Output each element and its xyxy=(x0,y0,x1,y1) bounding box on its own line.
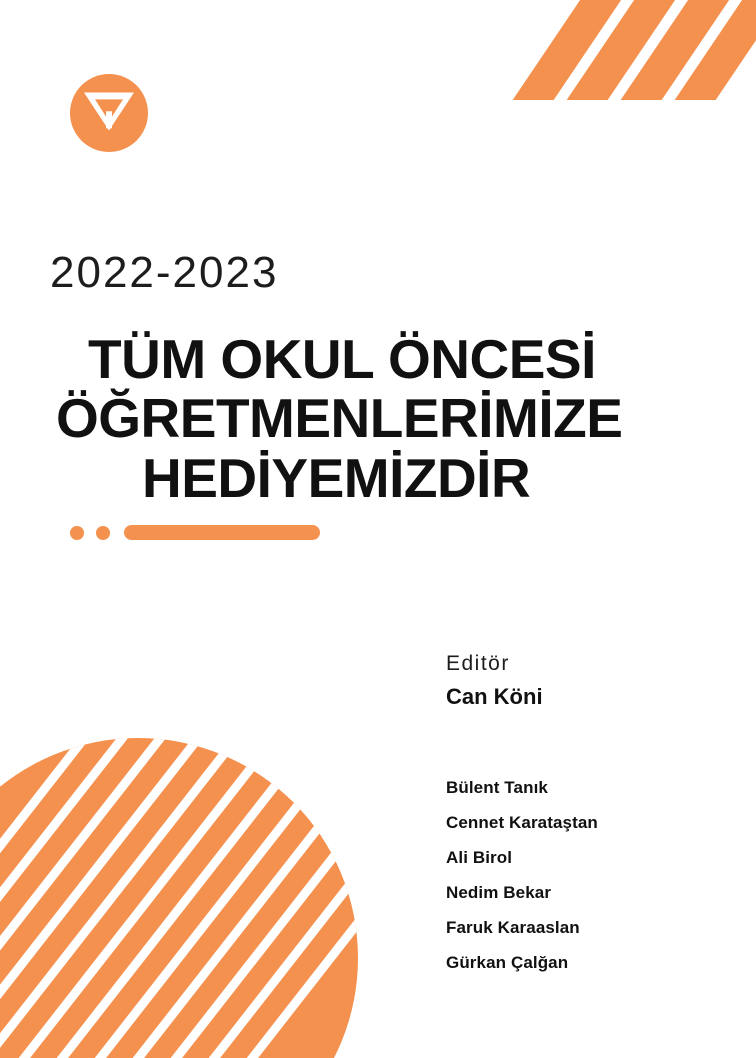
logo-stem xyxy=(106,111,112,128)
list-item: Gürkan Çalğan xyxy=(446,953,569,972)
editor-label: Editör xyxy=(446,652,510,675)
list-item: Bülent Tanık xyxy=(446,778,548,797)
contributors-list xyxy=(446,778,716,988)
editor-block xyxy=(446,652,543,710)
logo-icon xyxy=(70,74,148,152)
page-title-line-3: HEDİYEMİZDİR xyxy=(142,446,531,509)
list-item: Nedim Bekar xyxy=(446,883,552,902)
page-title-line-2: ÖĞRETMENLERİMİZE xyxy=(56,387,623,450)
separator-dot xyxy=(96,526,110,540)
cover-year: 2022-2023 xyxy=(50,248,279,297)
list-item: Ali Birol xyxy=(446,848,513,867)
page-title-line-1: TÜM OKUL ÖNCESİ xyxy=(88,328,596,390)
editor-name: Can Köni xyxy=(446,684,543,709)
title-separator xyxy=(70,525,320,540)
page-title xyxy=(48,330,728,508)
separator-bar xyxy=(124,525,320,540)
separator-dot xyxy=(70,526,84,540)
list-item: Cennet Karataştan xyxy=(446,813,598,832)
list-item: Faruk Karaaslan xyxy=(446,918,580,937)
striped-circle-decoration xyxy=(0,738,358,1058)
diagonal-stripes-decoration xyxy=(466,0,756,100)
